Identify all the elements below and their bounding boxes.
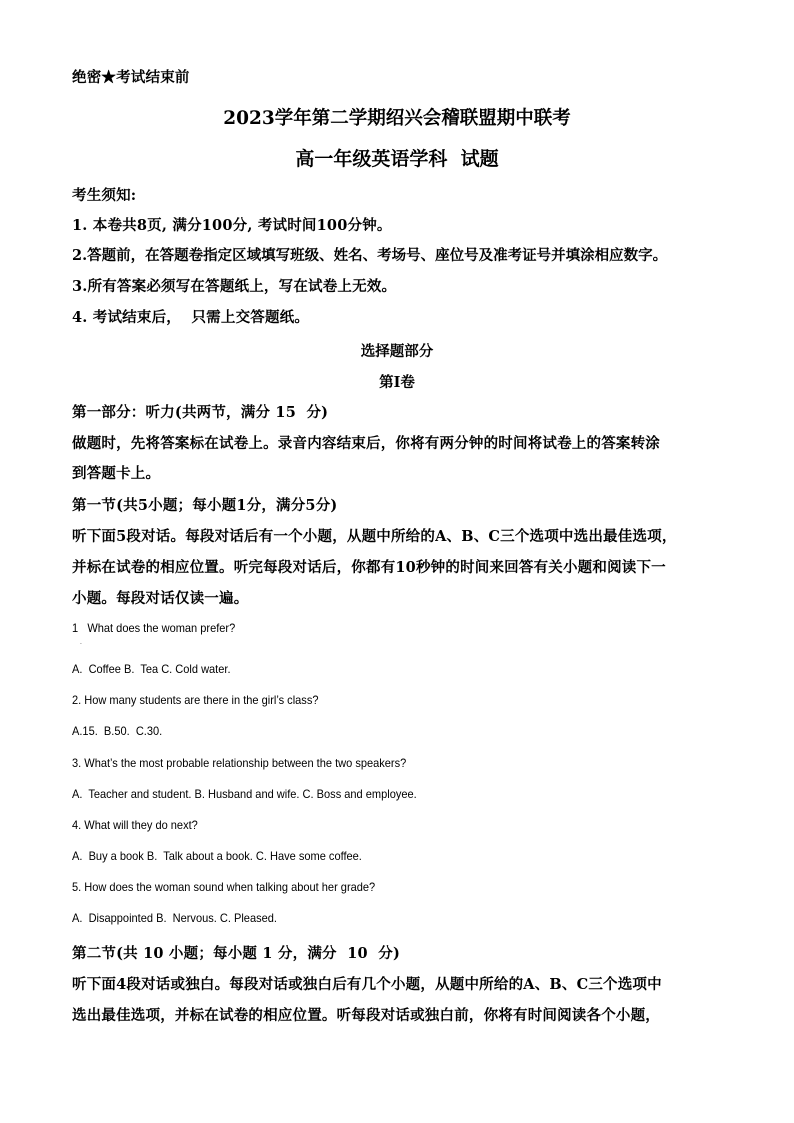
part1-intro-line: 到答题卡上。 xyxy=(72,465,161,482)
confidential-mark: 绝密★考试结束前 xyxy=(72,69,190,86)
section1-intro-line: 并标在试卷的相应位置。听完每段对话后，你都有10秒钟的时间来回答有关小题和阅读下一 xyxy=(72,559,666,576)
notice-item: 1. 本卷共8页, 满分100分, 考试时间100分钟。 xyxy=(72,217,392,234)
question-text: 1 What does the woman prefer? xyxy=(72,621,236,635)
part1-intro-line: 做题时，先将答案标在试卷上。录音内容结束后，你将有两分钟的时间将试卷上的答案转涂 xyxy=(72,435,660,452)
notice-item: 3.所有答案必须写在答题纸上，写在试卷上无效。 xyxy=(72,278,397,295)
exam-title: 2023学年第二学期绍兴会稽联盟期中联考 xyxy=(223,108,571,129)
question-options: A. Teacher and student. B. Husband and wife. C. Boss and employee. xyxy=(72,787,417,801)
section2-intro-line: 听下面4段对话或独白。每段对话或独白后有几个小题，从题中所给的A、B、C三个选项中 xyxy=(72,976,662,993)
stray-dot: · xyxy=(80,641,82,648)
notice-item: 2.答题前，在答题卷指定区域填写班级、姓名、考场号、座位号及准考证号并填涂相应数字。 xyxy=(72,247,668,264)
section-heading: 选择题部分 xyxy=(360,343,434,360)
section2-heading: 第二节(共 10 小题；每小题 1 分，满分 10 分) xyxy=(72,945,401,962)
question-text: 4. What will they do next? xyxy=(72,818,198,832)
question-text: 2. How many students are there in the girl’s class? xyxy=(72,693,319,707)
question-text: 5. How does the woman sound when talking about her grade? xyxy=(72,880,376,894)
question-options: A.15. B.50. C.30. xyxy=(72,724,163,738)
section1-intro-line: 听下面5段对话。每段对话后有一个小题，从题中所给的A、B、C三个选项中选出最佳选项， xyxy=(72,528,677,545)
volume-heading: 第Ⅰ卷 xyxy=(379,374,415,391)
section2-intro-line: 选出最佳选项，并标在试卷的相应位置。听每段对话或独白前，你将有时间阅读各个小题， xyxy=(72,1007,660,1024)
question-options: A. Coffee B. Tea C. Cold water. xyxy=(72,662,231,676)
question-options: A. Buy a book B. Talk about a book. C. Have some coffee. xyxy=(72,849,362,863)
exam-subtitle: 高一年级英语学科 试题 xyxy=(295,148,499,170)
question-options: A. Disappointed B. Nervous. C. Pleased. xyxy=(72,911,277,925)
notice-heading: 考生须知: xyxy=(72,187,137,204)
part1-heading: 第一部分：听力(共两节，满分 15 分) xyxy=(72,404,329,421)
question-text: 3. What’s the most probable relationship between the two speakers? xyxy=(72,756,407,770)
notice-item: 4. 考试结束后， 只需上交答题纸。 xyxy=(72,309,310,326)
section1-intro-line: 小题。每段对话仅读一遍。 xyxy=(72,590,249,607)
section1-heading: 第一节(共5小题；每小题1分，满分5分) xyxy=(72,497,338,514)
